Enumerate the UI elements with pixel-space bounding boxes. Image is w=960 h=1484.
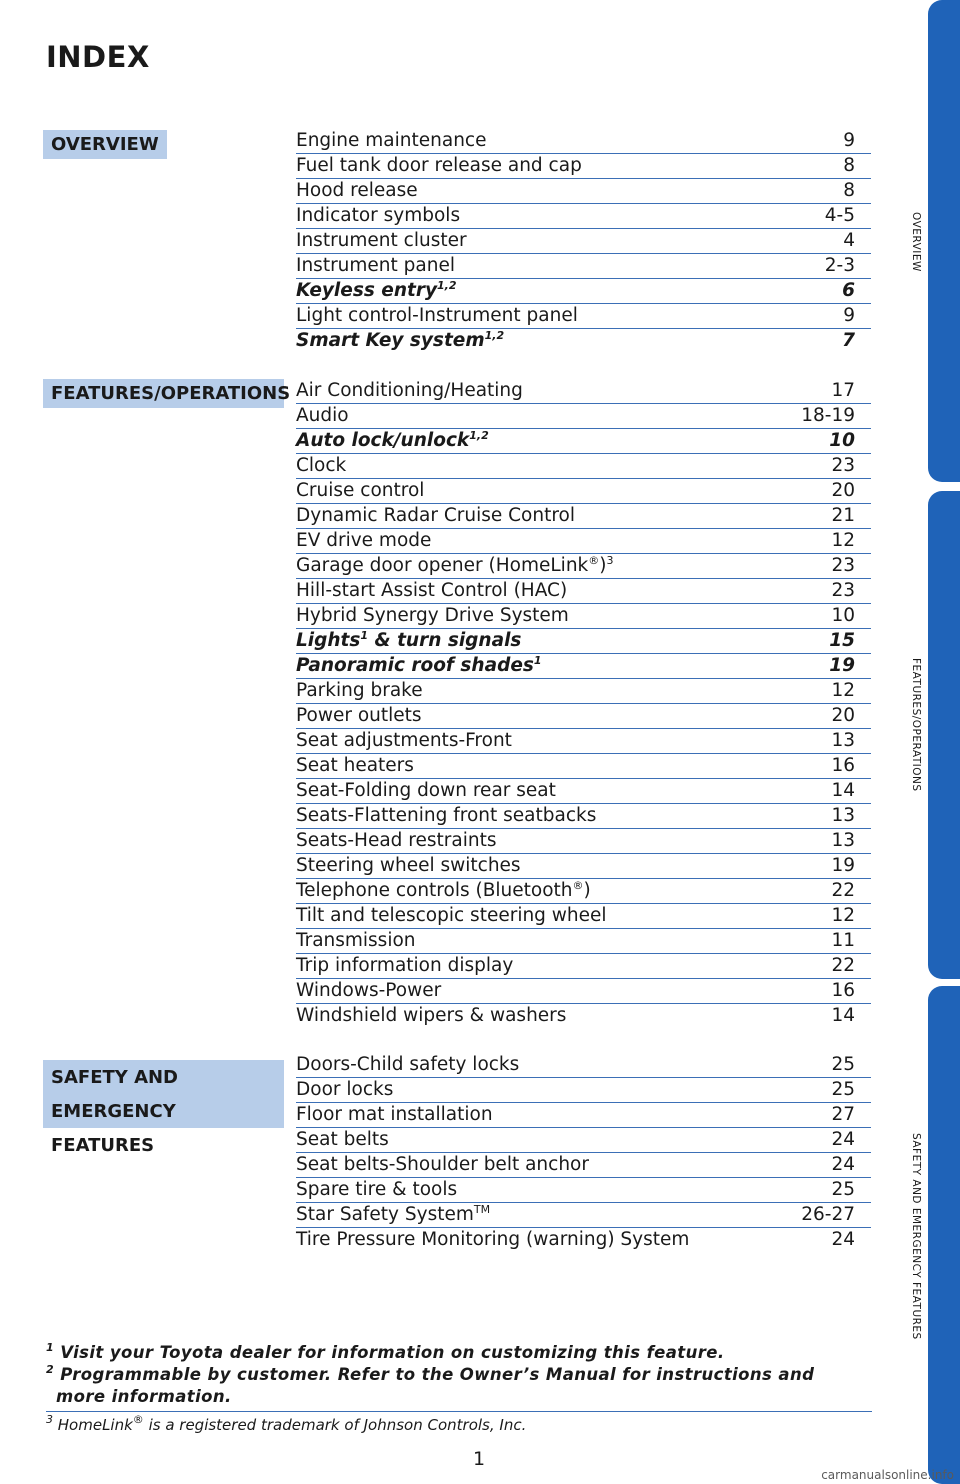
entry-label: Engine maintenance [296, 130, 487, 151]
entry-page-number: 2-3 [824, 255, 855, 276]
entry-name [296, 854, 521, 878]
index-entry [296, 254, 871, 279]
entry-page-number: 23 [831, 455, 855, 476]
entry-label: Garage door opener (HomeLink [296, 555, 589, 576]
footnote-2 [46, 1365, 814, 1384]
entry-name [296, 554, 613, 578]
entry-page-number: 6 [842, 280, 855, 301]
entry-label: Indicator symbols [296, 205, 461, 226]
entry-page-number: 17 [831, 380, 855, 401]
entry-name [296, 429, 489, 453]
entry-name [296, 1178, 457, 1202]
entry-page-number: 4-5 [824, 205, 855, 226]
entry-page-number: 13 [831, 730, 855, 751]
section-label-overview: OVERVIEW [43, 130, 167, 159]
entry-label: Seat heaters [296, 755, 414, 776]
entry-label: Hybrid Synergy Drive System [296, 605, 569, 626]
index-entry [296, 929, 871, 954]
entry-page-number: 12 [831, 905, 855, 926]
index-entry [296, 154, 871, 179]
side-tab-features[interactable] [928, 491, 960, 979]
entry-label: Windows-Power [296, 980, 442, 1001]
entry-label: Parking brake [296, 680, 423, 701]
section-label-features-operations: FEATURES/OPERATIONS [43, 379, 284, 408]
footnote-1-mark: 1 [46, 1341, 55, 1354]
index-entry [296, 429, 871, 454]
overview-index-list [296, 129, 871, 354]
index-entry [296, 704, 871, 729]
index-entry [296, 229, 871, 254]
entry-label: Hood release [296, 180, 418, 201]
index-entry [296, 729, 871, 754]
entry-label: Transmission [296, 930, 416, 951]
entry-name [296, 629, 521, 653]
index-entry [296, 204, 871, 229]
entry-name [296, 954, 513, 978]
entry-label: Keyless entry [296, 280, 438, 301]
entry-page-number: 10 [831, 605, 855, 626]
index-entry [296, 454, 871, 479]
entry-label: Light control-Instrument panel [296, 305, 578, 326]
entry-name [296, 904, 607, 928]
entry-name [296, 304, 578, 328]
index-entry [296, 654, 871, 679]
section-label-safety-line1: SAFETY AND [51, 1067, 179, 1088]
entry-name [296, 229, 467, 253]
index-entry [296, 1078, 871, 1103]
entry-page-number: 19 [831, 855, 855, 876]
side-label-overview: OVERVIEW [910, 212, 922, 272]
entry-label: Tilt and telescopic steering wheel [296, 905, 607, 926]
entry-page-number: 22 [831, 880, 855, 901]
entry-label: Seat belts-Shoulder belt anchor [296, 1154, 589, 1175]
index-entry [296, 554, 871, 579]
entry-name [296, 1128, 389, 1152]
safety-index-list [296, 1053, 871, 1253]
entry-label: Seat-Folding down rear seat [296, 780, 556, 801]
index-entry [296, 504, 871, 529]
entry-name [296, 979, 441, 1003]
entry-name [296, 679, 423, 703]
index-entry [296, 1103, 871, 1128]
entry-page-number: 20 [831, 705, 855, 726]
index-entry [296, 679, 871, 704]
entry-page-number: 24 [831, 1129, 855, 1150]
entry-name [296, 779, 556, 803]
entry-name [296, 1203, 490, 1227]
side-tab-overview[interactable] [928, 0, 960, 482]
entry-name [296, 1078, 393, 1102]
entry-label: Windshield wipers & washers [296, 1005, 567, 1026]
entry-label: Trip information display [296, 955, 514, 976]
entry-name [296, 504, 575, 528]
entry-label: Seat adjustments-Front [296, 730, 512, 751]
entry-label: Floor mat installation [296, 1104, 493, 1125]
index-entry [296, 629, 871, 654]
side-label-safety: SAFETY AND EMERGENCY FEATURES [910, 1133, 922, 1340]
entry-name [296, 729, 512, 753]
footnote-3-mark: 3 [46, 1413, 53, 1426]
entry-page-number: 20 [831, 480, 855, 501]
entry-label: Clock [296, 455, 347, 476]
entry-label: Dynamic Radar Cruise Control [296, 505, 575, 526]
entry-page-number: 8 [843, 155, 855, 176]
entry-label: Telephone controls (Bluetooth [296, 880, 573, 901]
footnote-2-continued [56, 1387, 232, 1406]
index-entry [296, 979, 871, 1004]
index-entry [296, 954, 871, 979]
entry-name [296, 404, 349, 428]
entry-name [296, 479, 424, 503]
entry-label: Power outlets [296, 705, 422, 726]
index-entry [296, 854, 871, 879]
entry-label: Air Conditioning/Heating [296, 380, 523, 401]
entry-page-number: 24 [831, 1229, 855, 1250]
entry-name [296, 254, 455, 278]
watermark: carmanualsonline.info [821, 1468, 954, 1482]
entry-label: Tire Pressure Monitoring (warning) System [296, 1229, 690, 1250]
entry-name [296, 579, 567, 603]
entry-name [296, 279, 457, 303]
footnote-2-mark: 2 [46, 1363, 55, 1376]
section-label-safety [43, 1060, 284, 1156]
entry-page-number: 22 [831, 955, 855, 976]
index-entry [296, 1004, 871, 1029]
registered-mark: ® [572, 879, 584, 892]
registered-mark: ® [588, 554, 600, 567]
footnote-1 [46, 1343, 725, 1362]
entry-page-number: 21 [831, 505, 855, 526]
footnote-3-text-b: is a registered trademark of Johnson Controls, Inc. [143, 1416, 527, 1434]
index-entry [296, 304, 871, 329]
footnote-3-text-a: HomeLink [57, 1416, 133, 1434]
entry-page-number: 24 [831, 1154, 855, 1175]
entry-label: Instrument panel [296, 255, 455, 276]
entry-label-suffix: ) [583, 880, 591, 901]
entry-label-suffix: & turn signals [368, 630, 522, 651]
entry-label: Panoramic roof shades [296, 655, 534, 676]
index-entry [296, 829, 871, 854]
entry-name [296, 829, 496, 853]
entry-page-number: 11 [831, 930, 855, 951]
index-entry [296, 1203, 871, 1228]
entry-name [296, 329, 504, 353]
entry-page-number: 19 [829, 655, 855, 676]
entry-label: Seats-Flattening front seatbacks [296, 805, 597, 826]
entry-page-number: 13 [831, 830, 855, 851]
entry-label: EV drive mode [296, 530, 432, 551]
entry-name [296, 529, 431, 553]
entry-page-number: 10 [829, 430, 855, 451]
entry-name [296, 179, 418, 203]
entry-page-number: 14 [831, 1005, 855, 1026]
entry-label: Spare tire & tools [296, 1179, 458, 1200]
entry-label: Audio [296, 405, 349, 426]
footnote-ref: 3 [606, 554, 614, 567]
entry-name [296, 804, 596, 828]
entry-label-suffix: ) [599, 555, 607, 576]
entry-name [296, 1103, 493, 1127]
side-label-features: FEATURES/OPERATIONS [910, 658, 922, 792]
entry-page-number: 7 [842, 330, 855, 351]
index-entry [296, 804, 871, 829]
footnote-2-text-line1: Programmable by customer. Refer to the Owner’s Manual for instructions and [60, 1365, 815, 1384]
footnote-ref: 1,2 [437, 279, 457, 292]
entry-page-number: 9 [843, 130, 855, 151]
entry-label: Seat belts [296, 1129, 389, 1150]
footnote-ref: 1 [360, 629, 369, 642]
entry-label: Door locks [296, 1079, 394, 1100]
entry-label: Seats-Head restraints [296, 830, 497, 851]
index-entry [296, 404, 871, 429]
index-entry [296, 1178, 871, 1203]
section-label-safety-line2: EMERGENCY FEATURES [51, 1101, 176, 1156]
features-index-list [296, 379, 871, 1029]
entry-label: Auto lock/unlock [296, 430, 470, 451]
entry-page-number: 18-19 [801, 405, 855, 426]
index-entry [296, 1128, 871, 1153]
index-entry [296, 579, 871, 604]
entry-page-number: 12 [831, 680, 855, 701]
index-entry [296, 379, 871, 404]
index-entry [296, 279, 871, 304]
footnote-ref: 1,2 [484, 329, 505, 342]
entry-name [296, 1004, 566, 1028]
footnote-1-text: Visit your Toyota dealer for information on customizing this feature. [60, 1343, 725, 1362]
entry-page-number: 8 [843, 180, 855, 201]
index-entry [296, 179, 871, 204]
index-entry [296, 1053, 871, 1078]
entry-page-number: 9 [843, 305, 855, 326]
entry-name [296, 1153, 589, 1177]
entry-page-number: 25 [831, 1179, 855, 1200]
entry-name [296, 704, 422, 728]
entry-label: Star Safety System [296, 1204, 474, 1225]
entry-page-number: 26-27 [801, 1204, 855, 1225]
page-number: 1 [473, 1448, 486, 1470]
entry-label: Steering wheel switches [296, 855, 521, 876]
entry-label: Lights [296, 630, 361, 651]
footnote-3 [46, 1413, 527, 1434]
entry-name [296, 654, 542, 678]
registered-mark: ® [132, 1413, 144, 1426]
entry-page-number: 4 [843, 230, 855, 251]
entry-name [296, 929, 416, 953]
index-entry [296, 329, 871, 354]
entry-label: Smart Key system [296, 330, 485, 351]
footnote-2-text-line2: more information. [56, 1387, 232, 1406]
entry-page-number: 13 [831, 805, 855, 826]
entry-name [296, 879, 591, 903]
index-entry [296, 129, 871, 154]
index-entry [296, 779, 871, 804]
side-tab-safety[interactable] [928, 986, 960, 1484]
index-entry [296, 879, 871, 904]
index-entry [296, 754, 871, 779]
entry-name [296, 1053, 519, 1077]
index-entry [296, 904, 871, 929]
index-entry [296, 1153, 871, 1178]
entry-name [296, 379, 523, 403]
index-entry [296, 1228, 871, 1253]
entry-label: Instrument cluster [296, 230, 467, 251]
entry-page-number: 23 [831, 580, 855, 601]
entry-page-number: 16 [831, 755, 855, 776]
index-entry [296, 529, 871, 554]
entry-page-number: 27 [831, 1104, 855, 1125]
entry-name [296, 454, 346, 478]
index-entry [296, 604, 871, 629]
entry-name [296, 204, 460, 228]
entry-name [296, 129, 486, 153]
entry-page-number: 25 [831, 1079, 855, 1100]
entry-page-number: 23 [831, 555, 855, 576]
footnote-divider [46, 1411, 872, 1412]
entry-name [296, 154, 582, 178]
entry-label: Doors-Child safety locks [296, 1054, 520, 1075]
page-title: INDEX [46, 40, 150, 74]
entry-page-number: 25 [831, 1054, 855, 1075]
trademark-mark: TM [473, 1203, 491, 1216]
entry-page-number: 16 [831, 980, 855, 1001]
entry-label: Hill-start Assist Control (HAC) [296, 580, 568, 601]
entry-page-number: 12 [831, 530, 855, 551]
entry-name [296, 604, 569, 628]
entry-label: Fuel tank door release and cap [296, 155, 582, 176]
index-entry [296, 479, 871, 504]
entry-page-number: 15 [829, 630, 855, 651]
entry-page-number: 14 [831, 780, 855, 801]
entry-name [296, 754, 414, 778]
entry-label: Cruise control [296, 480, 425, 501]
footnote-ref: 1 [533, 654, 542, 667]
footnote-ref: 1,2 [469, 429, 489, 442]
entry-name [296, 1228, 689, 1252]
